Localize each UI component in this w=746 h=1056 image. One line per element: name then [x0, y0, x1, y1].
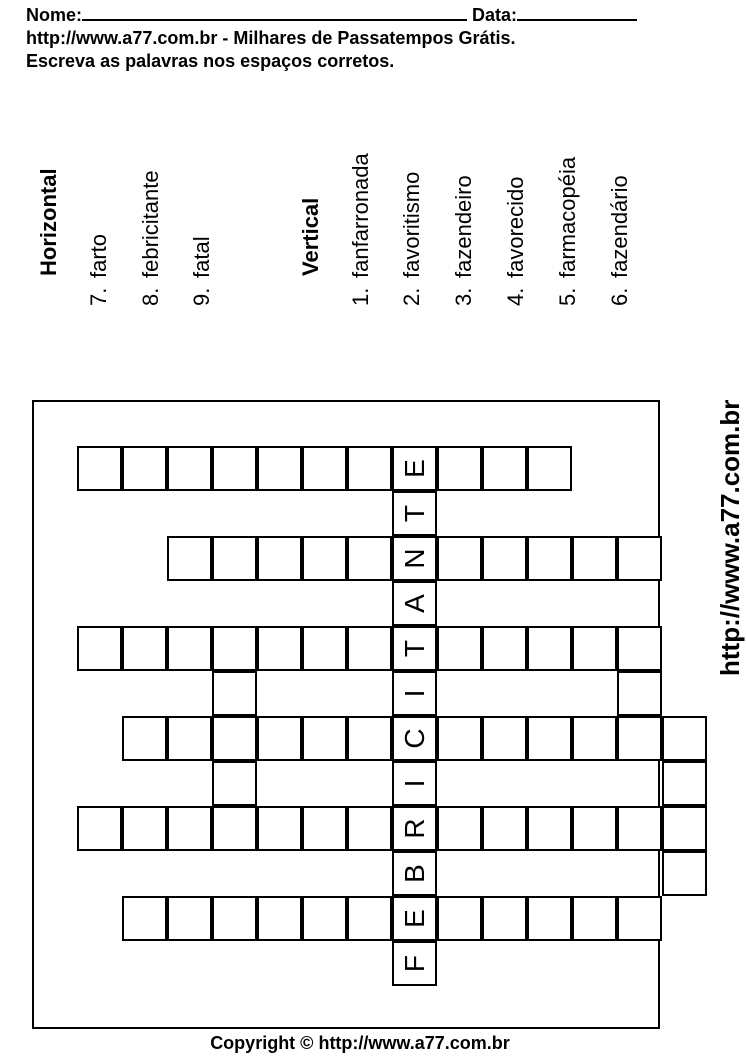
grid-cell[interactable] [662, 761, 707, 806]
grid-cell[interactable] [527, 536, 572, 581]
date-blank[interactable] [517, 2, 637, 21]
grid-cell[interactable] [482, 806, 527, 851]
given-letter: E [398, 459, 430, 478]
grid-cell[interactable] [77, 806, 122, 851]
grid-cell[interactable] [437, 446, 482, 491]
grid-cell[interactable] [212, 761, 257, 806]
vertical-clue [556, 157, 580, 306]
clue-word: favoritismo [399, 171, 424, 278]
grid-cell[interactable] [437, 806, 482, 851]
vertical-clue [349, 153, 373, 306]
grid-cell[interactable] [122, 806, 167, 851]
site-line: http://www.a77.com.br - Milhares de Passatempos Grátis. [26, 28, 516, 48]
clue-word: fazendeiro [451, 175, 476, 278]
clue-word: fatal [189, 236, 214, 278]
grid-cell[interactable] [392, 581, 437, 626]
clue-word: fazendário [607, 175, 632, 278]
grid-cell[interactable] [257, 536, 302, 581]
clue-word: fanfarronada [348, 153, 373, 278]
grid-cell[interactable] [212, 716, 257, 761]
given-letter: I [398, 779, 430, 788]
grid-cell[interactable] [617, 671, 662, 716]
grid-cell[interactable] [617, 806, 662, 851]
grid-cell[interactable] [167, 626, 212, 671]
grid-cell[interactable] [212, 536, 257, 581]
clue-number: 9. [189, 287, 214, 306]
grid-cell[interactable] [437, 896, 482, 941]
grid-cell[interactable] [302, 446, 347, 491]
grid-cell[interactable] [527, 806, 572, 851]
grid-cell[interactable] [212, 896, 257, 941]
grid-cell[interactable] [527, 716, 572, 761]
name-date-line [26, 2, 637, 26]
grid-cell[interactable] [122, 716, 167, 761]
grid-cell[interactable] [167, 806, 212, 851]
grid-cell[interactable] [572, 626, 617, 671]
grid-cell[interactable] [122, 446, 167, 491]
grid-cell[interactable] [527, 626, 572, 671]
horizontal-clue [190, 236, 214, 306]
grid-cell[interactable] [167, 716, 212, 761]
grid-cell[interactable] [257, 896, 302, 941]
grid-cell[interactable] [257, 806, 302, 851]
grid-cell[interactable] [572, 716, 617, 761]
grid-cell[interactable] [212, 671, 257, 716]
grid-cell[interactable] [257, 716, 302, 761]
grid-cell[interactable] [392, 446, 437, 491]
grid-cell[interactable] [437, 536, 482, 581]
grid-cell[interactable] [392, 806, 437, 851]
grid-cell[interactable] [302, 626, 347, 671]
clue-word: favorecido [503, 176, 528, 278]
grid-cell[interactable] [302, 716, 347, 761]
side-url: http://www.a77.com.br [715, 399, 745, 676]
grid-cell[interactable] [392, 941, 437, 986]
clue-word: febricitante [138, 170, 163, 278]
clue-number: 3. [451, 287, 476, 306]
grid-cell[interactable] [167, 536, 212, 581]
clue-number: 7. [86, 287, 111, 306]
grid-cell[interactable] [572, 806, 617, 851]
grid-cell[interactable] [347, 626, 392, 671]
clue-number: 4. [503, 287, 528, 306]
grid-cell[interactable] [392, 716, 437, 761]
given-letter: T [398, 639, 430, 658]
grid-cell[interactable] [572, 536, 617, 581]
name-blank[interactable] [82, 2, 467, 21]
clue-number: 1. [348, 287, 373, 306]
given-letter: I [398, 689, 430, 698]
grid-cell[interactable] [662, 806, 707, 851]
date-label: Data: [472, 5, 518, 25]
grid-cell[interactable] [527, 446, 572, 491]
grid-cell[interactable] [347, 536, 392, 581]
grid-cell[interactable] [617, 626, 662, 671]
vertical-clue [608, 175, 632, 306]
vertical-title: Vertical [298, 197, 323, 276]
given-letter: C [398, 728, 430, 749]
grid-cell[interactable] [437, 626, 482, 671]
grid-cell[interactable] [392, 851, 437, 896]
grid-cell[interactable] [392, 491, 437, 536]
grid-cell[interactable] [617, 896, 662, 941]
clue-number: 2. [399, 287, 424, 306]
grid-cell[interactable] [482, 716, 527, 761]
clue-number: 6. [607, 287, 632, 306]
grid-cell[interactable] [482, 536, 527, 581]
grid-cell[interactable] [662, 716, 707, 761]
grid-cell[interactable] [302, 896, 347, 941]
grid-cell[interactable] [212, 806, 257, 851]
given-letter: E [398, 909, 430, 928]
grid-cell[interactable] [572, 896, 617, 941]
grid-cell[interactable] [392, 896, 437, 941]
given-letter: N [398, 548, 430, 569]
grid-cell[interactable] [77, 626, 122, 671]
grid-cell[interactable] [392, 626, 437, 671]
name-label: Nome: [26, 5, 83, 25]
grid-cell[interactable] [122, 896, 167, 941]
grid-cell[interactable] [482, 446, 527, 491]
grid-cell[interactable] [77, 446, 122, 491]
instruction: Escreva as palavras nos espaços corretos. [26, 51, 395, 71]
vertical-clue [452, 175, 476, 306]
horizontal-clue [139, 170, 163, 306]
grid-cell[interactable] [347, 716, 392, 761]
grid-cell[interactable] [617, 716, 662, 761]
grid-cell[interactable] [482, 896, 527, 941]
grid-cell[interactable] [392, 536, 437, 581]
clue-word: farmacopéia [555, 156, 580, 278]
given-letter: A [398, 594, 430, 613]
grid-cell[interactable] [302, 536, 347, 581]
grid-cell[interactable] [212, 446, 257, 491]
given-letter: F [398, 954, 430, 973]
vertical-clue [400, 172, 424, 306]
horizontal-clue [87, 234, 111, 306]
grid-cell[interactable] [302, 806, 347, 851]
clue-word: farto [86, 233, 111, 278]
grid-cell[interactable] [527, 896, 572, 941]
grid-cell[interactable] [347, 446, 392, 491]
clue-number: 8. [138, 287, 163, 306]
grid-cell[interactable] [482, 626, 527, 671]
grid-cell[interactable] [212, 626, 257, 671]
grid-cell[interactable] [167, 446, 212, 491]
horizontal-title: Horizontal [36, 168, 61, 276]
given-letter: R [398, 818, 430, 839]
grid-cell[interactable] [167, 896, 212, 941]
clue-number: 5. [555, 287, 580, 306]
grid-cell[interactable] [392, 671, 437, 716]
grid-cell[interactable] [617, 536, 662, 581]
grid-cell[interactable] [347, 896, 392, 941]
grid-cell[interactable] [392, 761, 437, 806]
grid-cell[interactable] [347, 806, 392, 851]
grid-cell[interactable] [257, 626, 302, 671]
given-letter: B [398, 864, 430, 883]
grid-cell[interactable] [437, 716, 482, 761]
grid-cell[interactable] [257, 446, 302, 491]
given-letter: T [398, 504, 430, 523]
vertical-clue [504, 176, 528, 306]
grid-cell[interactable] [662, 851, 707, 896]
grid-cell[interactable] [122, 626, 167, 671]
copyright: Copyright © http://www.a77.com.br [210, 1033, 510, 1053]
